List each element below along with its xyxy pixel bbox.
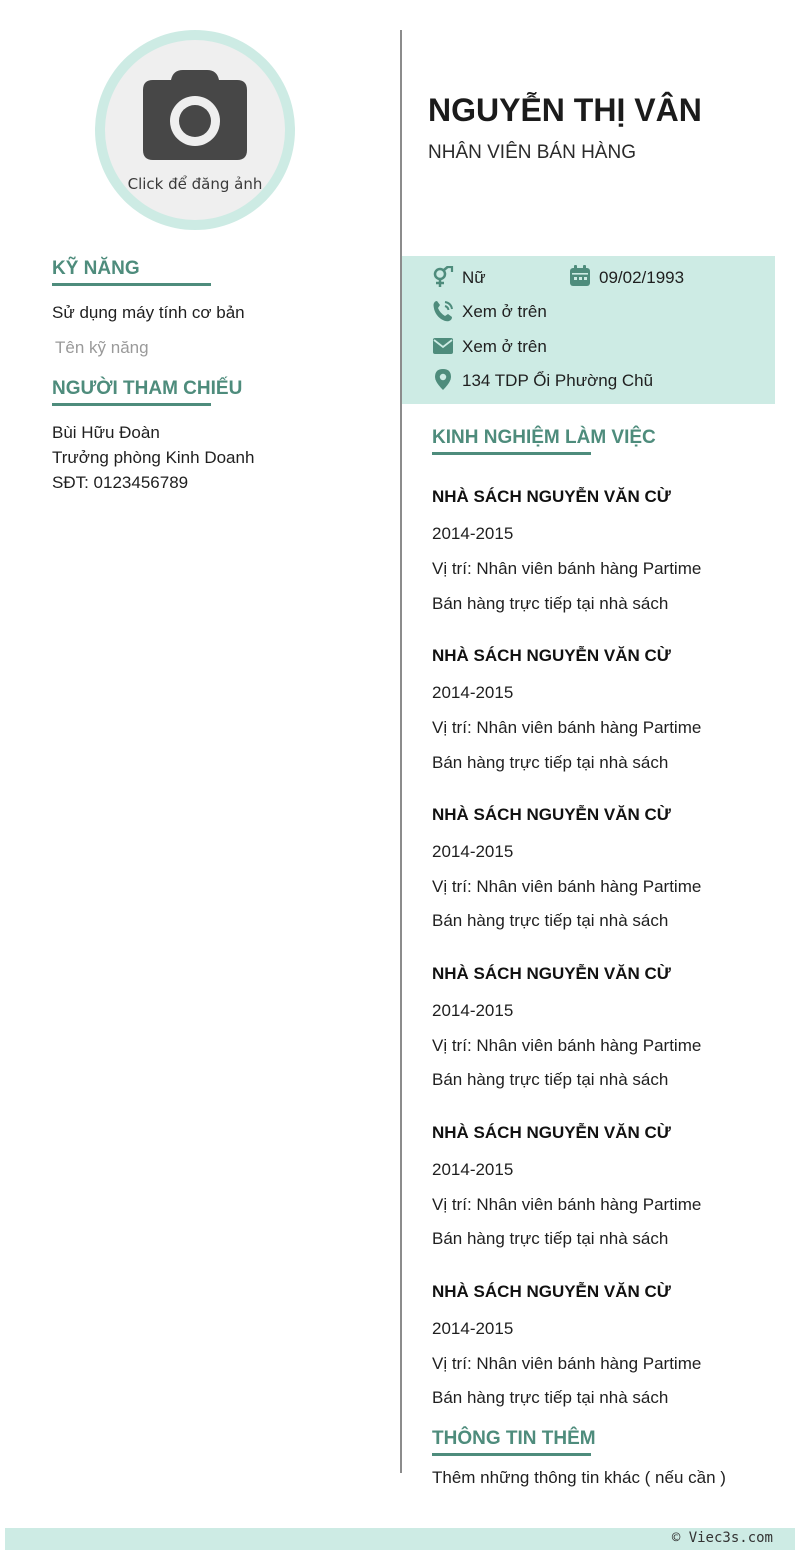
email-value[interactable]: Xem ở trên <box>462 337 547 356</box>
experience-description[interactable]: Bán hàng trực tiếp tại nhà sách <box>432 753 669 772</box>
experience-period[interactable]: 2014-2015 <box>432 683 514 702</box>
address-value[interactable]: 134 TDP Ổi Phường Chũ <box>462 371 654 390</box>
experience-description[interactable]: Bán hàng trực tiếp tại nhà sách <box>432 911 669 930</box>
experience-position[interactable]: Vị trí: Nhân viên bánh hàng Partime <box>432 1354 702 1373</box>
experience-period[interactable]: 2014-2015 <box>432 1319 514 1338</box>
phone-icon <box>432 300 454 322</box>
experience-position[interactable]: Vị trí: Nhân viên bánh hàng Partime <box>432 1195 702 1214</box>
phone-value[interactable]: Xem ở trên <box>462 302 547 321</box>
reference-name[interactable]: Bùi Hữu Đoàn <box>52 423 160 442</box>
extra-info-underline <box>432 1453 591 1456</box>
candidate-job-title[interactable]: NHÂN VIÊN BÁN HÀNG <box>428 142 636 163</box>
skills-underline <box>52 283 211 286</box>
experience-description[interactable]: Bán hàng trực tiếp tại nhà sách <box>432 1070 669 1089</box>
experience-period[interactable]: 2014-2015 <box>432 842 514 861</box>
references-title: NGƯỜI THAM CHIẾU <box>52 378 243 399</box>
column-divider <box>400 30 402 1473</box>
experience-underline <box>432 452 591 455</box>
skill-item[interactable]: Sử dụng máy tính cơ bản <box>52 303 245 322</box>
experience-company[interactable]: NHÀ SÁCH NGUYỄN VĂN CỪ <box>432 646 671 665</box>
experience-company[interactable]: NHÀ SÁCH NGUYỄN VĂN CỪ <box>432 1282 671 1301</box>
extra-info-text[interactable]: Thêm những thông tin khác ( nếu cần ) <box>432 1468 726 1487</box>
experience-description[interactable]: Bán hàng trực tiếp tại nhà sách <box>432 594 669 613</box>
experience-company[interactable]: NHÀ SÁCH NGUYỄN VĂN CỪ <box>432 487 671 506</box>
reference-position[interactable]: Trưởng phòng Kinh Doanh <box>52 448 255 467</box>
reference-phone[interactable]: SĐT: 0123456789 <box>52 473 189 492</box>
experience-company[interactable]: NHÀ SÁCH NGUYỄN VĂN CỪ <box>432 805 671 824</box>
birthday-value[interactable]: 09/02/1993 <box>599 268 685 287</box>
gender-value[interactable]: Nữ <box>462 268 486 287</box>
avatar-upload[interactable] <box>95 30 295 230</box>
footer-bar <box>5 1528 795 1550</box>
experience-period[interactable]: 2014-2015 <box>432 1001 514 1020</box>
contact-info-panel <box>402 256 775 404</box>
experience-position[interactable]: Vị trí: Nhân viên bánh hàng Partime <box>432 559 702 578</box>
calendar-icon <box>569 265 591 287</box>
camera-icon <box>141 68 249 162</box>
experience-description[interactable]: Bán hàng trực tiếp tại nhà sách <box>432 1229 669 1248</box>
experience-description[interactable]: Bán hàng trực tiếp tại nhà sách <box>432 1388 669 1407</box>
email-icon <box>432 335 454 357</box>
candidate-name[interactable]: NGUYỄN THỊ VÂN <box>428 92 702 128</box>
experience-period[interactable]: 2014-2015 <box>432 524 514 543</box>
references-underline <box>52 403 211 406</box>
experience-company[interactable]: NHÀ SÁCH NGUYỄN VĂN CỪ <box>432 964 671 983</box>
avatar-caption: Click để đăng ảnh <box>127 175 263 193</box>
experience-title: KINH NGHIỆM LÀM VIỆC <box>432 427 656 448</box>
experience-position[interactable]: Vị trí: Nhân viên bánh hàng Partime <box>432 718 702 737</box>
location-icon <box>432 368 454 390</box>
experience-period[interactable]: 2014-2015 <box>432 1160 514 1179</box>
experience-position[interactable]: Vị trí: Nhân viên bánh hàng Partime <box>432 1036 702 1055</box>
extra-info-title: THÔNG TIN THÊM <box>432 1428 596 1449</box>
skill-name-placeholder[interactable]: Tên kỹ năng <box>55 338 149 357</box>
gender-icon <box>432 266 454 288</box>
experience-company[interactable]: NHÀ SÁCH NGUYỄN VĂN CỪ <box>432 1123 671 1142</box>
footer-copyright: © Viec3s.com <box>671 1530 773 1546</box>
skills-title: KỸ NĂNG <box>52 258 140 279</box>
avatar-placeholder[interactable] <box>105 40 285 220</box>
experience-position[interactable]: Vị trí: Nhân viên bánh hàng Partime <box>432 877 702 896</box>
